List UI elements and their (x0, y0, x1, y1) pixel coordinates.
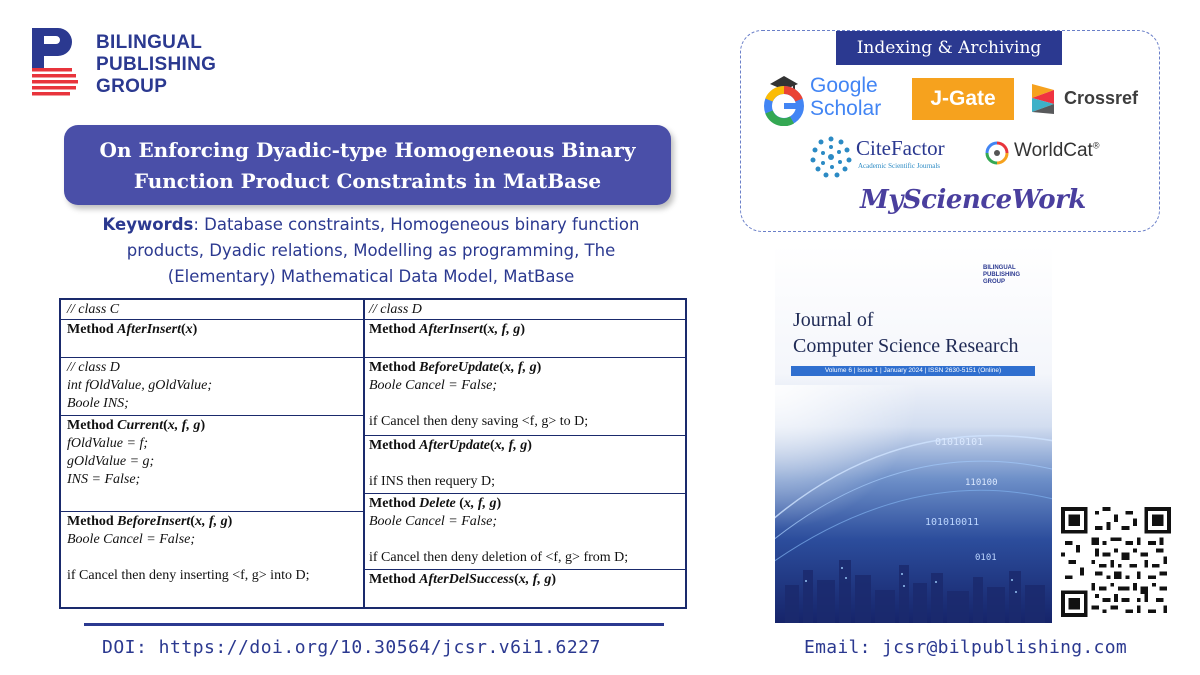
cover-title-line1: Journal of (793, 309, 874, 331)
code-line: INS = False; (67, 472, 141, 487)
cover-title-line2: Computer Science Research (793, 335, 1019, 357)
code-column-right (363, 300, 685, 607)
code-cell (61, 358, 363, 416)
publisher-logo (32, 28, 262, 100)
keywords (66, 212, 676, 290)
code-line: Method BeforeUpdate(x, f, g) (369, 360, 542, 375)
jgate-logo[interactable]: J-Gate (912, 78, 1014, 120)
code-cell (363, 494, 685, 570)
cover-issue-band: Volume 6 | Issue 1 | January 2024 | ISSN 2630-5151 (Online) (791, 366, 1035, 376)
cover-artwork (775, 385, 1052, 623)
code-line: Boole Cancel = False; (67, 532, 196, 547)
code-table (59, 298, 687, 609)
cover-logo-line1: BILINGUAL (983, 265, 1016, 271)
publisher-name-line2: PUBLISHING (96, 54, 217, 75)
code-line: // class C (67, 302, 120, 317)
keywords-line1: : Database constraints, Homogeneous binary function (193, 215, 640, 234)
worldcat-label-text: WorldCat (1014, 140, 1093, 161)
citefactor-subtitle: Academic Scientific Journals (858, 162, 941, 170)
google-scholar-icon (762, 72, 806, 126)
google-scholar-label (810, 74, 881, 120)
code-cell (363, 358, 685, 436)
code-line: Boole Cancel = False; (369, 514, 498, 529)
code-line (67, 549, 357, 567)
code-line: if Cancel then deny deletion of <f, g> from D; (369, 550, 629, 565)
doi-link[interactable]: DOI: https://doi.org/10.30564/jcsr.v6i1.6227 (102, 637, 601, 658)
code-cell (363, 570, 685, 607)
code-line: // class D (67, 360, 120, 375)
code-line: if Cancel then deny inserting <f, g> into D; (67, 568, 310, 583)
code-line: Boole INS; (67, 396, 129, 411)
code-line: Method Delete (x, f, g) (369, 496, 502, 511)
google-scholar-logo[interactable] (762, 72, 902, 126)
code-line: Method BeforeInsert(x, f, g) (67, 514, 233, 529)
code-cell (363, 300, 685, 320)
crossref-logo[interactable] (1030, 82, 1150, 116)
paper-title (64, 125, 671, 205)
citefactor-logo[interactable] (808, 134, 968, 180)
code-line: Method AfterDelSuccess(x, f, g) (369, 572, 557, 587)
publisher-name-line1: BILINGUAL (96, 32, 203, 53)
cover-title (793, 307, 1018, 359)
cover-binary-2: 110100 (965, 478, 998, 488)
code-line: Method AfterUpdate(x, f, g) (369, 438, 532, 453)
code-line (369, 531, 679, 549)
keywords-line3: (Elementary) Mathematical Data Model, MatBase (167, 267, 575, 286)
cover-binary-4: 0101 (975, 553, 997, 563)
code-cell (363, 320, 685, 358)
worldcat-logo[interactable] (984, 136, 1124, 170)
google-scholar-label-1: Google (810, 74, 878, 97)
contact-email[interactable]: Email: jcsr@bilpublishing.com (804, 637, 1127, 658)
journal-cover (775, 245, 1052, 623)
doi-divider (84, 623, 664, 626)
worldcat-trademark: ® (1092, 140, 1100, 151)
publisher-logo-mark-icon (32, 28, 80, 98)
cover-publisher-logo (983, 265, 1020, 286)
code-cell (61, 320, 363, 358)
paper-title-line1: On Enforcing Dyadic-type Homogeneous Binary (99, 138, 636, 162)
code-line: fOldValue = f; (67, 436, 148, 451)
crossref-icon (1030, 82, 1060, 116)
indexing-title: Indexing & Archiving (836, 31, 1062, 65)
crossref-label: Crossref (1064, 88, 1139, 108)
code-line: Method Current(x, f, g) (67, 418, 206, 433)
code-line: int fOldValue, gOldValue; (67, 378, 213, 393)
code-cell (61, 416, 363, 512)
code-line: if INS then requery D; (369, 474, 495, 489)
cover-logo-line3: GROUP (983, 279, 1006, 285)
cover-binary-3: 101010011 (925, 517, 980, 528)
code-cell (61, 512, 363, 607)
cover-binary-1: 01010101 (935, 437, 984, 448)
worldcat-icon (984, 140, 1010, 166)
google-scholar-label-2: Scholar (810, 97, 882, 120)
citefactor-label: CiteFactor (856, 136, 945, 160)
cover-logo-line2: PUBLISHING (983, 272, 1021, 278)
keywords-label: Keywords (102, 215, 194, 234)
publisher-name-line3: GROUP (96, 76, 168, 97)
mysciencework-logo[interactable]: MyScienceWork (860, 185, 1086, 215)
qr-code-icon[interactable] (1061, 507, 1171, 617)
code-line: Method AfterInsert(x) (67, 322, 198, 337)
code-column-left (61, 300, 365, 607)
code-line: Method AfterInsert(x, f, g) (369, 322, 525, 337)
code-line: if Cancel then deny saving <f, g> to D; (369, 414, 589, 429)
code-line (369, 395, 679, 413)
code-line (369, 455, 679, 473)
publisher-name (96, 32, 216, 98)
paper-title-line2: Function Product Constraints in MatBase (133, 169, 602, 193)
code-line: gOldValue = g; (67, 454, 155, 469)
worldcat-label (1014, 140, 1099, 162)
code-line: // class D (369, 302, 422, 317)
code-cell (363, 436, 685, 494)
keywords-line2: products, Dyadic relations, Modelling as programming, The (126, 241, 616, 260)
citefactor-icon (808, 134, 854, 180)
code-cell (61, 300, 363, 320)
code-line: Boole Cancel = False; (369, 378, 498, 393)
